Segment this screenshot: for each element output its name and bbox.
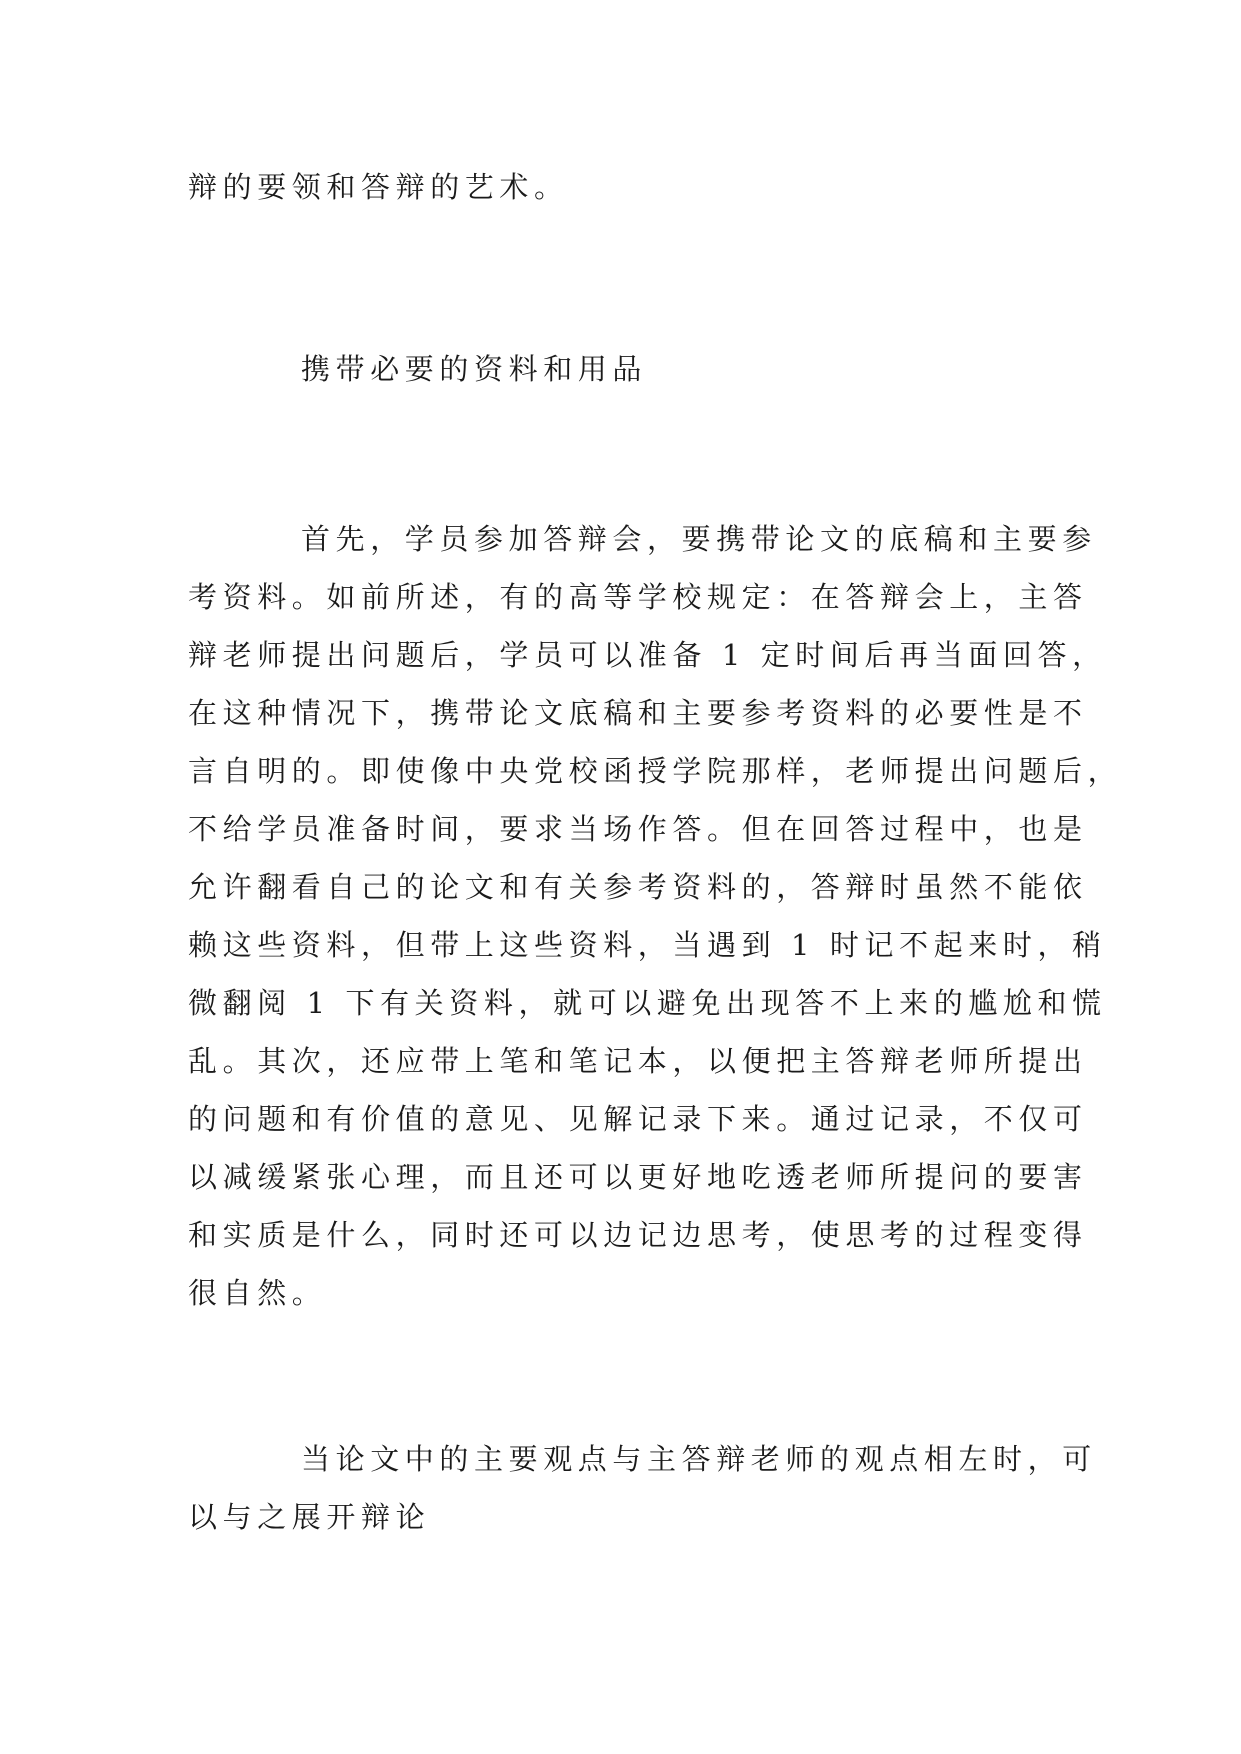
text-line: 在这种情况下，携带论文底稿和主要参考资料的必要性是不 (188, 696, 1088, 730)
debate-paragraph (188, 1430, 1097, 1546)
text-line: 允许翻看自己的论文和有关参考资料的，答辩时虽然不能依 (188, 870, 1088, 904)
body-paragraph (188, 510, 1123, 1322)
text-line: 以与之展开辩论 (188, 1500, 431, 1534)
text-line: 辩老师提出问题后，学员可以准备 1 定时间后再当面回答， (188, 638, 1107, 672)
text-line: 首先，学员参加答辩会，要携带论文的底稿和主要参 (301, 522, 1097, 556)
text-line: 乱。其次，还应带上笔和笔记本，以便把主答辩老师所提出 (188, 1044, 1088, 1078)
text-line: 赖这些资料，但带上这些资料，当遇到 1 时记不起来时，稍 (188, 928, 1107, 962)
heading-line: 携带必要的资料和用品 (301, 352, 648, 386)
section-heading (188, 340, 1073, 398)
text-line: 微翻阅 1 下有关资料，就可以避免出现答不上来的尴尬和慌 (188, 986, 1107, 1020)
text-line: 不给学员准备时间，要求当场作答。但在回答过程中，也是 (188, 812, 1088, 846)
text-line: 的问题和有价值的意见、见解记录下来。通过记录，不仅可 (188, 1102, 1088, 1136)
text-line: 考资料。如前所述，有的高等学校规定：在答辩会上，主答 (188, 580, 1088, 614)
text-line: 和实质是什么，同时还可以边记边思考，使思考的过程变得 (188, 1218, 1088, 1252)
text-line: 以减缓紧张心理，而且还可以更好地吃透老师所提问的要害 (188, 1160, 1088, 1194)
text-line: 辩的要领和答辩的艺术。 (188, 170, 569, 204)
text-line: 当论文中的主要观点与主答辩老师的观点相左时，可 (301, 1442, 1097, 1476)
intro-paragraph (188, 158, 1073, 216)
text-line: 言自明的。即使像中央党校函授学院那样，老师提出问题后， (188, 754, 1123, 788)
text-line: 很自然。 (188, 1276, 327, 1310)
